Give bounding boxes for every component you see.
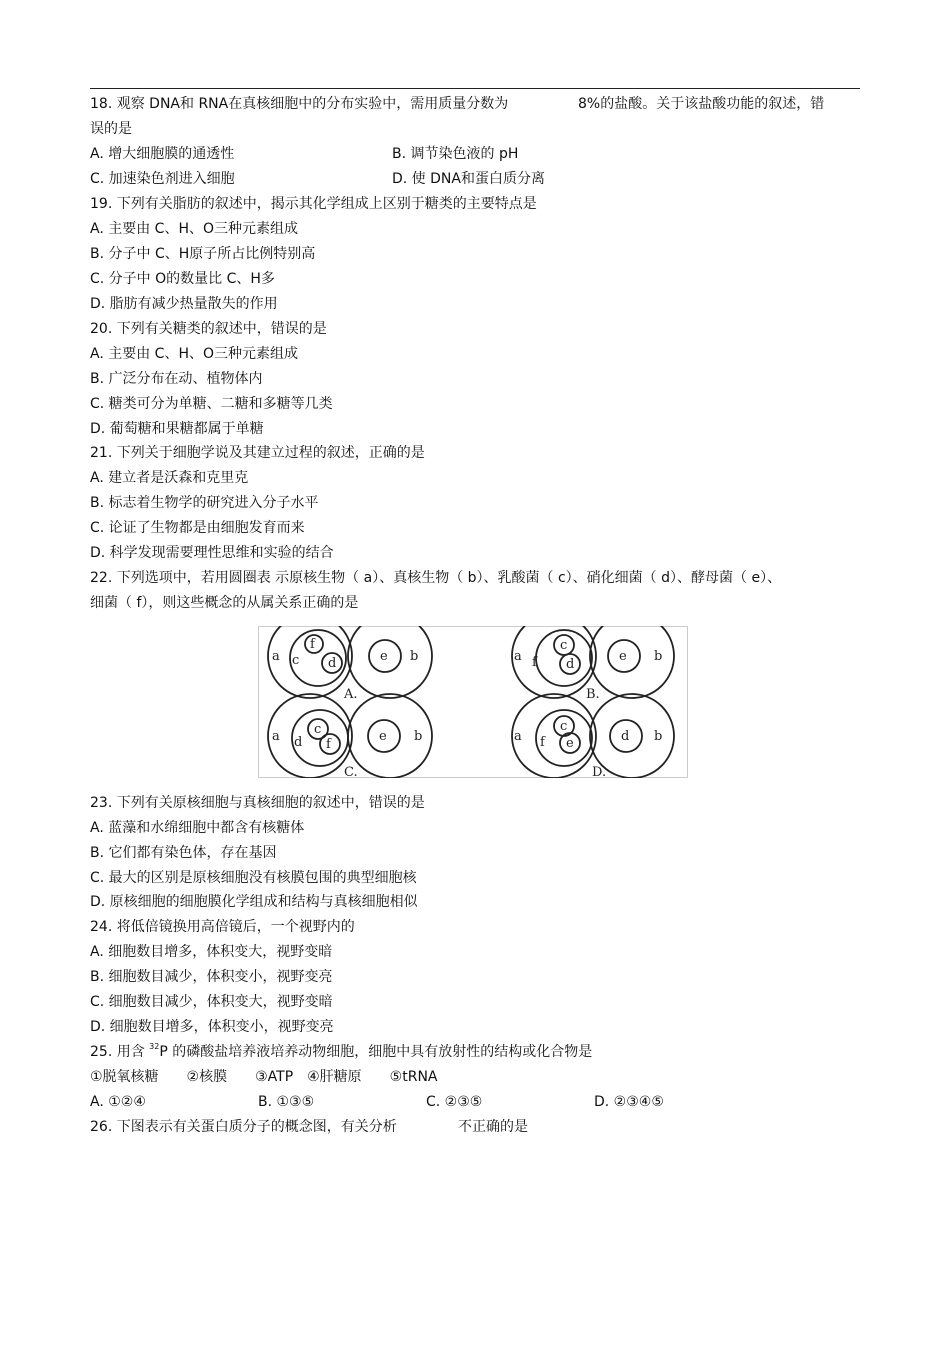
q19-option-a: A. 主要由 C、H、O三种元素组成: [90, 221, 299, 237]
q18-option-c: C. 加速染色剂进入细胞: [90, 171, 235, 187]
q25-option-c: C. ②③⑤: [426, 1094, 483, 1110]
label-c: c: [560, 638, 568, 653]
label-b: b: [410, 649, 419, 664]
label-b: b: [414, 729, 423, 744]
q25-stem-pre: 25. 用含: [90, 1044, 145, 1060]
q18-stem-part2: 8%的盐酸。关于该盐酸功能的叙述，错: [578, 96, 825, 112]
q24-option-c: C. 细胞数目减少，体积变大，视野变暗: [90, 994, 333, 1010]
label-e: e: [619, 649, 627, 664]
q25-option-b: B. ①③⑤: [258, 1094, 315, 1110]
label-a: a: [272, 649, 280, 664]
q23-option-c: C. 最大的区别是原核细胞没有核膜包围的典型细胞核: [90, 870, 417, 886]
label-f: f: [532, 655, 537, 670]
q18-option-a: A. 增大细胞膜的通透性: [90, 146, 235, 162]
q25-option-a: A. ①②④: [90, 1094, 146, 1110]
label-f: f: [540, 735, 545, 750]
label-e: e: [380, 649, 388, 664]
q21-option-d: D. 科学发现需要理性思维和实验的结合: [90, 545, 334, 561]
q24-option-a: A. 细胞数目增多，体积变大，视野变暗: [90, 944, 333, 960]
label-a: a: [514, 649, 522, 664]
q21-option-c: C. 论证了生物都是由细胞发育而来: [90, 520, 305, 536]
q25-stem: [90, 1043, 592, 1063]
label-e: e: [566, 736, 574, 751]
label-option-c: C.: [344, 765, 358, 778]
q26-stem-part1: 26. 下图表示有关蛋白质分子的概念图，有关分析: [90, 1119, 397, 1135]
label-option-d: D.: [592, 765, 607, 778]
label-e: e: [379, 729, 387, 744]
q19-stem: 19. 下列有关脂肪的叙述中，揭示其化学组成上区别于糖类的主要特点是: [90, 196, 537, 212]
q26-stem-part2: 不正确的是: [458, 1119, 528, 1135]
q24-option-b: B. 细胞数目减少，体积变小，视野变亮: [90, 969, 333, 985]
q20-option-a: A. 主要由 C、H、O三种元素组成: [90, 346, 299, 362]
header-rule: [90, 88, 860, 89]
q23-option-d: D. 原核细胞的细胞膜化学组成和结构与真核细胞相似: [90, 894, 418, 910]
label-d: d: [621, 729, 630, 744]
q22-venn-figure: [258, 626, 688, 778]
q25-items: ①脱氧核糖 ②核膜 ③ATP ④肝糖原 ⑤tRNA: [90, 1069, 438, 1085]
q18-stem-line2: 误的是: [90, 121, 132, 137]
venn-diagrams: [258, 626, 688, 778]
label-b: b: [654, 649, 663, 664]
circle-a: [512, 694, 596, 778]
q23-stem: 23. 下列有关原核细胞与真核细胞的叙述中，错误的是: [90, 795, 425, 811]
label-d: d: [328, 656, 337, 671]
q24-stem: 24. 将低倍镜换用高倍镜后，一个视野内的: [90, 919, 355, 935]
q25-superscript: 32: [149, 1042, 160, 1051]
label-d: d: [294, 735, 303, 750]
q21-option-a: A. 建立者是沃森和克里克: [90, 470, 249, 486]
label-option-a: A.: [344, 687, 358, 702]
label-c: c: [292, 653, 300, 668]
label-b: b: [654, 729, 663, 744]
circle-b: [348, 626, 432, 698]
q18-option-d: D. 使 DNA和蛋白质分离: [392, 171, 545, 187]
q19-option-b: B. 分子中 C、H原子所占比例特别高: [90, 246, 316, 262]
label-c: c: [314, 722, 322, 737]
q18-stem: [90, 95, 508, 113]
q20-option-d: D. 葡萄糖和果糖都属于单糖: [90, 421, 264, 437]
q23-option-b: B. 它们都有染色体，存在基因: [90, 845, 277, 861]
q18-stem-part1: 18. 观察 DNA和 RNA在真核细胞中的分布实验中，需用质量分数为: [90, 96, 509, 112]
label-c: c: [560, 719, 568, 734]
q22-stem-line1: 22. 下列选项中，若用圆圈表 示原核生物（ a）、真核生物（ b）、乳酸菌（ c）、硝化细菌（ d）、酵母菌（ e）、: [90, 570, 782, 586]
q21-stem: 21. 下列关于细胞学说及其建立过程的叙述，正确的是: [90, 445, 425, 461]
label-a: a: [514, 729, 522, 744]
label-a: a: [272, 729, 280, 744]
label-option-b: B.: [586, 687, 600, 702]
q22-stem-line2: 细菌（ f），则这些概念的从属关系正确的是: [90, 595, 359, 611]
q25-stem-post: P 的磷酸盐培养液培养动物细胞，细胞中具有放射性的结构或化合物是: [159, 1044, 593, 1060]
label-f: f: [310, 637, 315, 652]
q23-option-a: A. 蓝藻和水绵细胞中都含有核糖体: [90, 820, 305, 836]
q18-option-b: B. 调节染色液的 pH: [392, 146, 519, 162]
q25-option-d: D. ②③④⑤: [594, 1094, 664, 1110]
q19-option-d: D. 脂肪有减少热量散失的作用: [90, 296, 278, 312]
q20-option-b: B. 广泛分布在动、植物体内: [90, 371, 263, 387]
label-f: f: [326, 737, 331, 752]
q20-stem: 20. 下列有关糖类的叙述中，错误的是: [90, 321, 327, 337]
q24-option-d: D. 细胞数目增多，体积变小，视野变亮: [90, 1019, 334, 1035]
q26-stem: [90, 1118, 397, 1136]
q20-option-c: C. 糖类可分为单糖、二糖和多糖等几类: [90, 396, 333, 412]
q19-option-c: C. 分子中 O的数量比 C、H多: [90, 271, 275, 287]
label-d: d: [566, 657, 575, 672]
q21-option-b: B. 标志着生物学的研究进入分子水平: [90, 495, 319, 511]
